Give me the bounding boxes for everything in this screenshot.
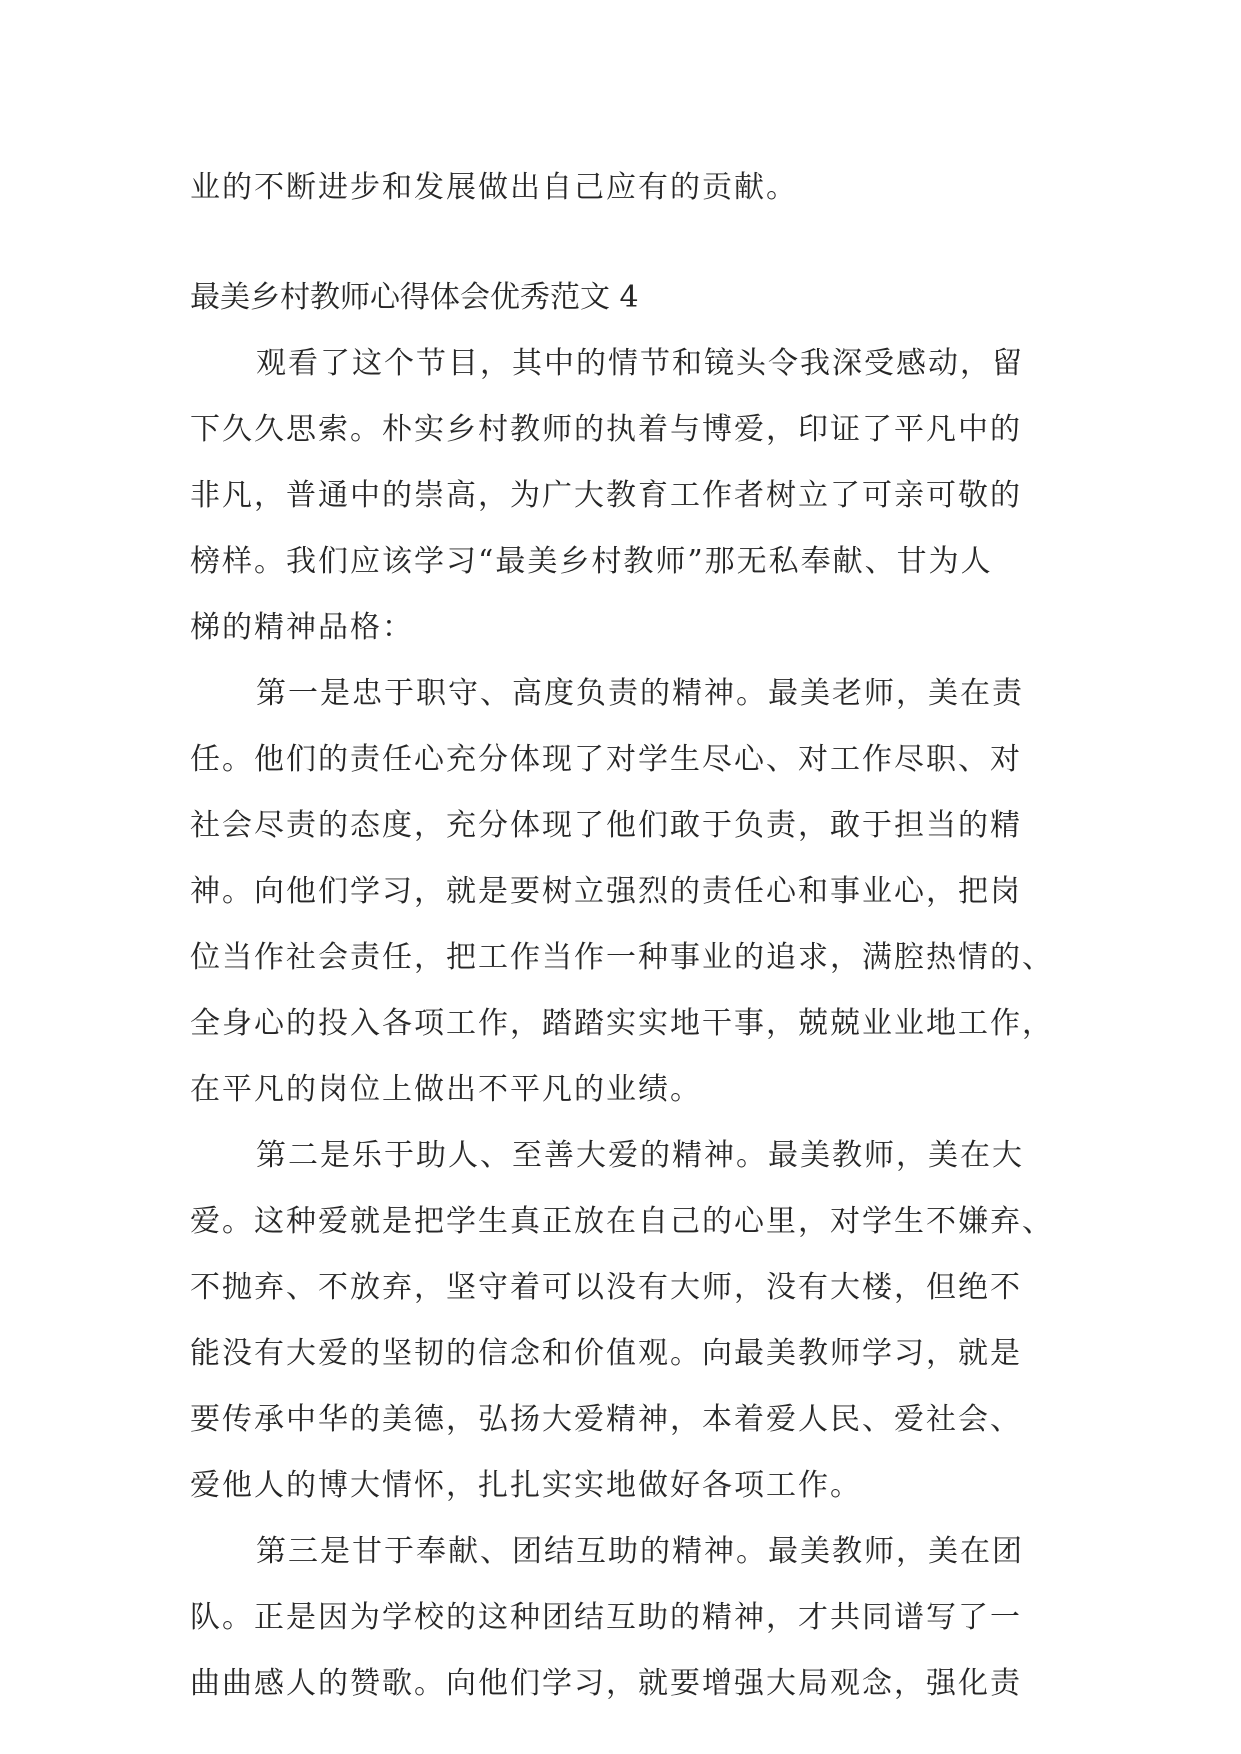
paragraph-line: 爱。这种爱就是把学生真正放在自己的心里，对学生不嫌弃、 [190,1204,1054,1239]
paragraph-line: 任。他们的责任心充分体现了对学生尽心、对工作尽职、对 [190,742,1022,777]
paragraph-line: 全身心的投入各项工作，踏踏实实地干事，兢兢业业地工作， [190,1006,1054,1041]
paragraph-line: 神。向他们学习，就是要树立强烈的责任心和事业心，把岗 [190,874,1022,909]
paragraph-line: 要传承中华的美德，弘扬大爱精神，本着爱人民、爱社会、 [190,1402,1022,1437]
paragraph-line: 社会尽责的态度，充分体现了他们敢于负责，敢于担当的精 [190,808,1022,843]
paragraph-line: 第三是甘于奉献、团结互助的精神。最美教师，美在团 [256,1534,1024,1569]
paragraph-line: 能没有大爱的坚韧的信念和价值观。向最美教师学习，就是 [190,1336,1022,1371]
paragraph-line: 第一是忠于职守、高度负责的精神。最美老师，美在责 [256,676,1024,711]
paragraph-line: 观看了这个节目，其中的情节和镜头令我深受感动，留 [256,346,1024,381]
paragraph-line: 位当作社会责任，把工作当作一种事业的追求，满腔热情的、 [190,940,1054,975]
document-page [190,155,1060,1717]
paragraph-line: 爱他人的博大情怀，扎扎实实地做好各项工作。 [190,1468,862,1503]
paragraph-line: 队。正是因为学校的这种团结互助的精神，才共同谱写了一 [190,1600,1022,1635]
paragraph-line: 业的不断进步和发展做出自己应有的贡献。 [190,170,798,205]
paragraph-line: 在平凡的岗位上做出不平凡的业绩。 [190,1072,702,1107]
section-title: 最美乡村教师心得体会优秀范文 4 [190,280,639,315]
paragraph-line: 曲曲感人的赞歌。向他们学习，就要增强大局观念，强化责 [190,1666,1022,1701]
paragraph-line: 非凡，普通中的崇高，为广大教育工作者树立了可亲可敬的 [190,478,1022,513]
paragraph-line: 第二是乐于助人、至善大爱的精神。最美教师，美在大 [256,1138,1024,1173]
paragraph-line: 不抛弃、不放弃，坚守着可以没有大师，没有大楼，但绝不 [190,1270,1022,1305]
paragraph-line: 榜样。我们应该学习“最美乡村教师”那无私奉献、甘为人 [190,544,993,579]
paragraph-line: 梯的精神品格： [190,610,414,645]
paragraph-line: 下久久思索。朴实乡村教师的执着与博爱，印证了平凡中的 [190,412,1022,447]
